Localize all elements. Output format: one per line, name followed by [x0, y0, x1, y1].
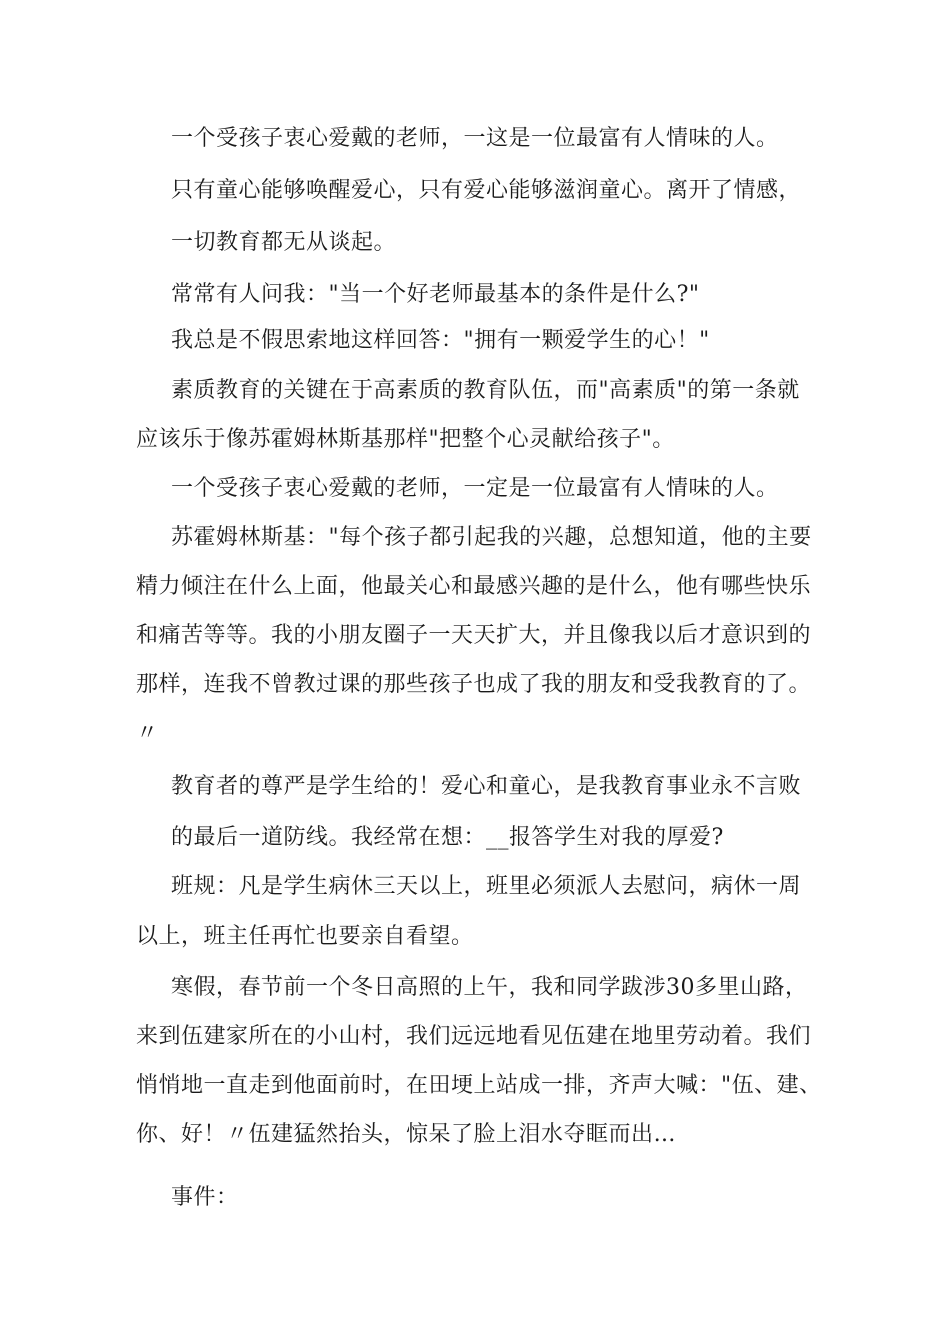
text-line: 素质教育的关键在于高素质的教育队伍，而"高素质"的第一条就	[171, 378, 800, 403]
text-line: 我总是不假思索地这样回答："拥有一颗爱学生的心！"	[171, 328, 710, 353]
text-line: 一个受孩子衷心爱戴的老师，一定是一位最富有人情味的人。	[171, 476, 779, 501]
text-line: 悄悄地一直走到他面前时，在田埂上站成一排，齐声大喊："伍、建、	[136, 1073, 822, 1098]
text-line: 只有童心能够唤醒爱心，只有爱心能够滋润童心。离开了情感，	[171, 178, 802, 203]
text-line: 精力倾注在什么上面，他最关心和最感兴趣的是什么，他有哪些快乐	[136, 574, 812, 599]
text-line: 常常有人问我："当一个好老师最基本的条件是什么?"	[171, 282, 700, 307]
text-line: 你、好！〃伍建猛然抬头，惊呆了脸上泪水夺眶而出…	[136, 1122, 677, 1147]
text-line: 班规：凡是学生病休三天以上，班里必须派人去慰问，病休一周	[171, 874, 802, 899]
text-line: 以上，班主任再忙也要亲自看望。	[136, 924, 474, 949]
text-line: 事件：	[171, 1185, 239, 1210]
text-line: 的最后一道防线。我经常在想：__报答学生对我的厚爱?	[171, 825, 724, 850]
text-line: 教育者的尊严是学生给的！爱心和童心，是我教育事业永不言败	[171, 774, 802, 799]
text-line: 〃	[136, 721, 159, 746]
text-line: 寒假，春节前一个冬日高照的上午，我和同学跋涉30多里山路，	[171, 975, 808, 1000]
text-line: 一个受孩子衷心爱戴的老师，一这是一位最富有人情味的人。	[171, 126, 779, 151]
text-line: 来到伍建家所在的小山村，我们远远地看见伍建在地里劳动着。我们	[136, 1024, 812, 1049]
text-line: 苏霍姆林斯基："每个孩子都引起我的兴趣，总想知道，他的主要	[171, 525, 812, 550]
text-line: 和痛苦等等。我的小朋友圈子一天天扩大，并且像我以后才意识到的	[136, 623, 812, 648]
text-line: 那样，连我不曾教过课的那些孩子也成了我的朋友和受我教育的了。	[136, 672, 812, 697]
text-line: 应该乐于像苏霍姆林斯基那样"把整个心灵献给孩子"。	[136, 427, 675, 452]
text-line: 一切教育都无从谈起。	[171, 230, 397, 255]
